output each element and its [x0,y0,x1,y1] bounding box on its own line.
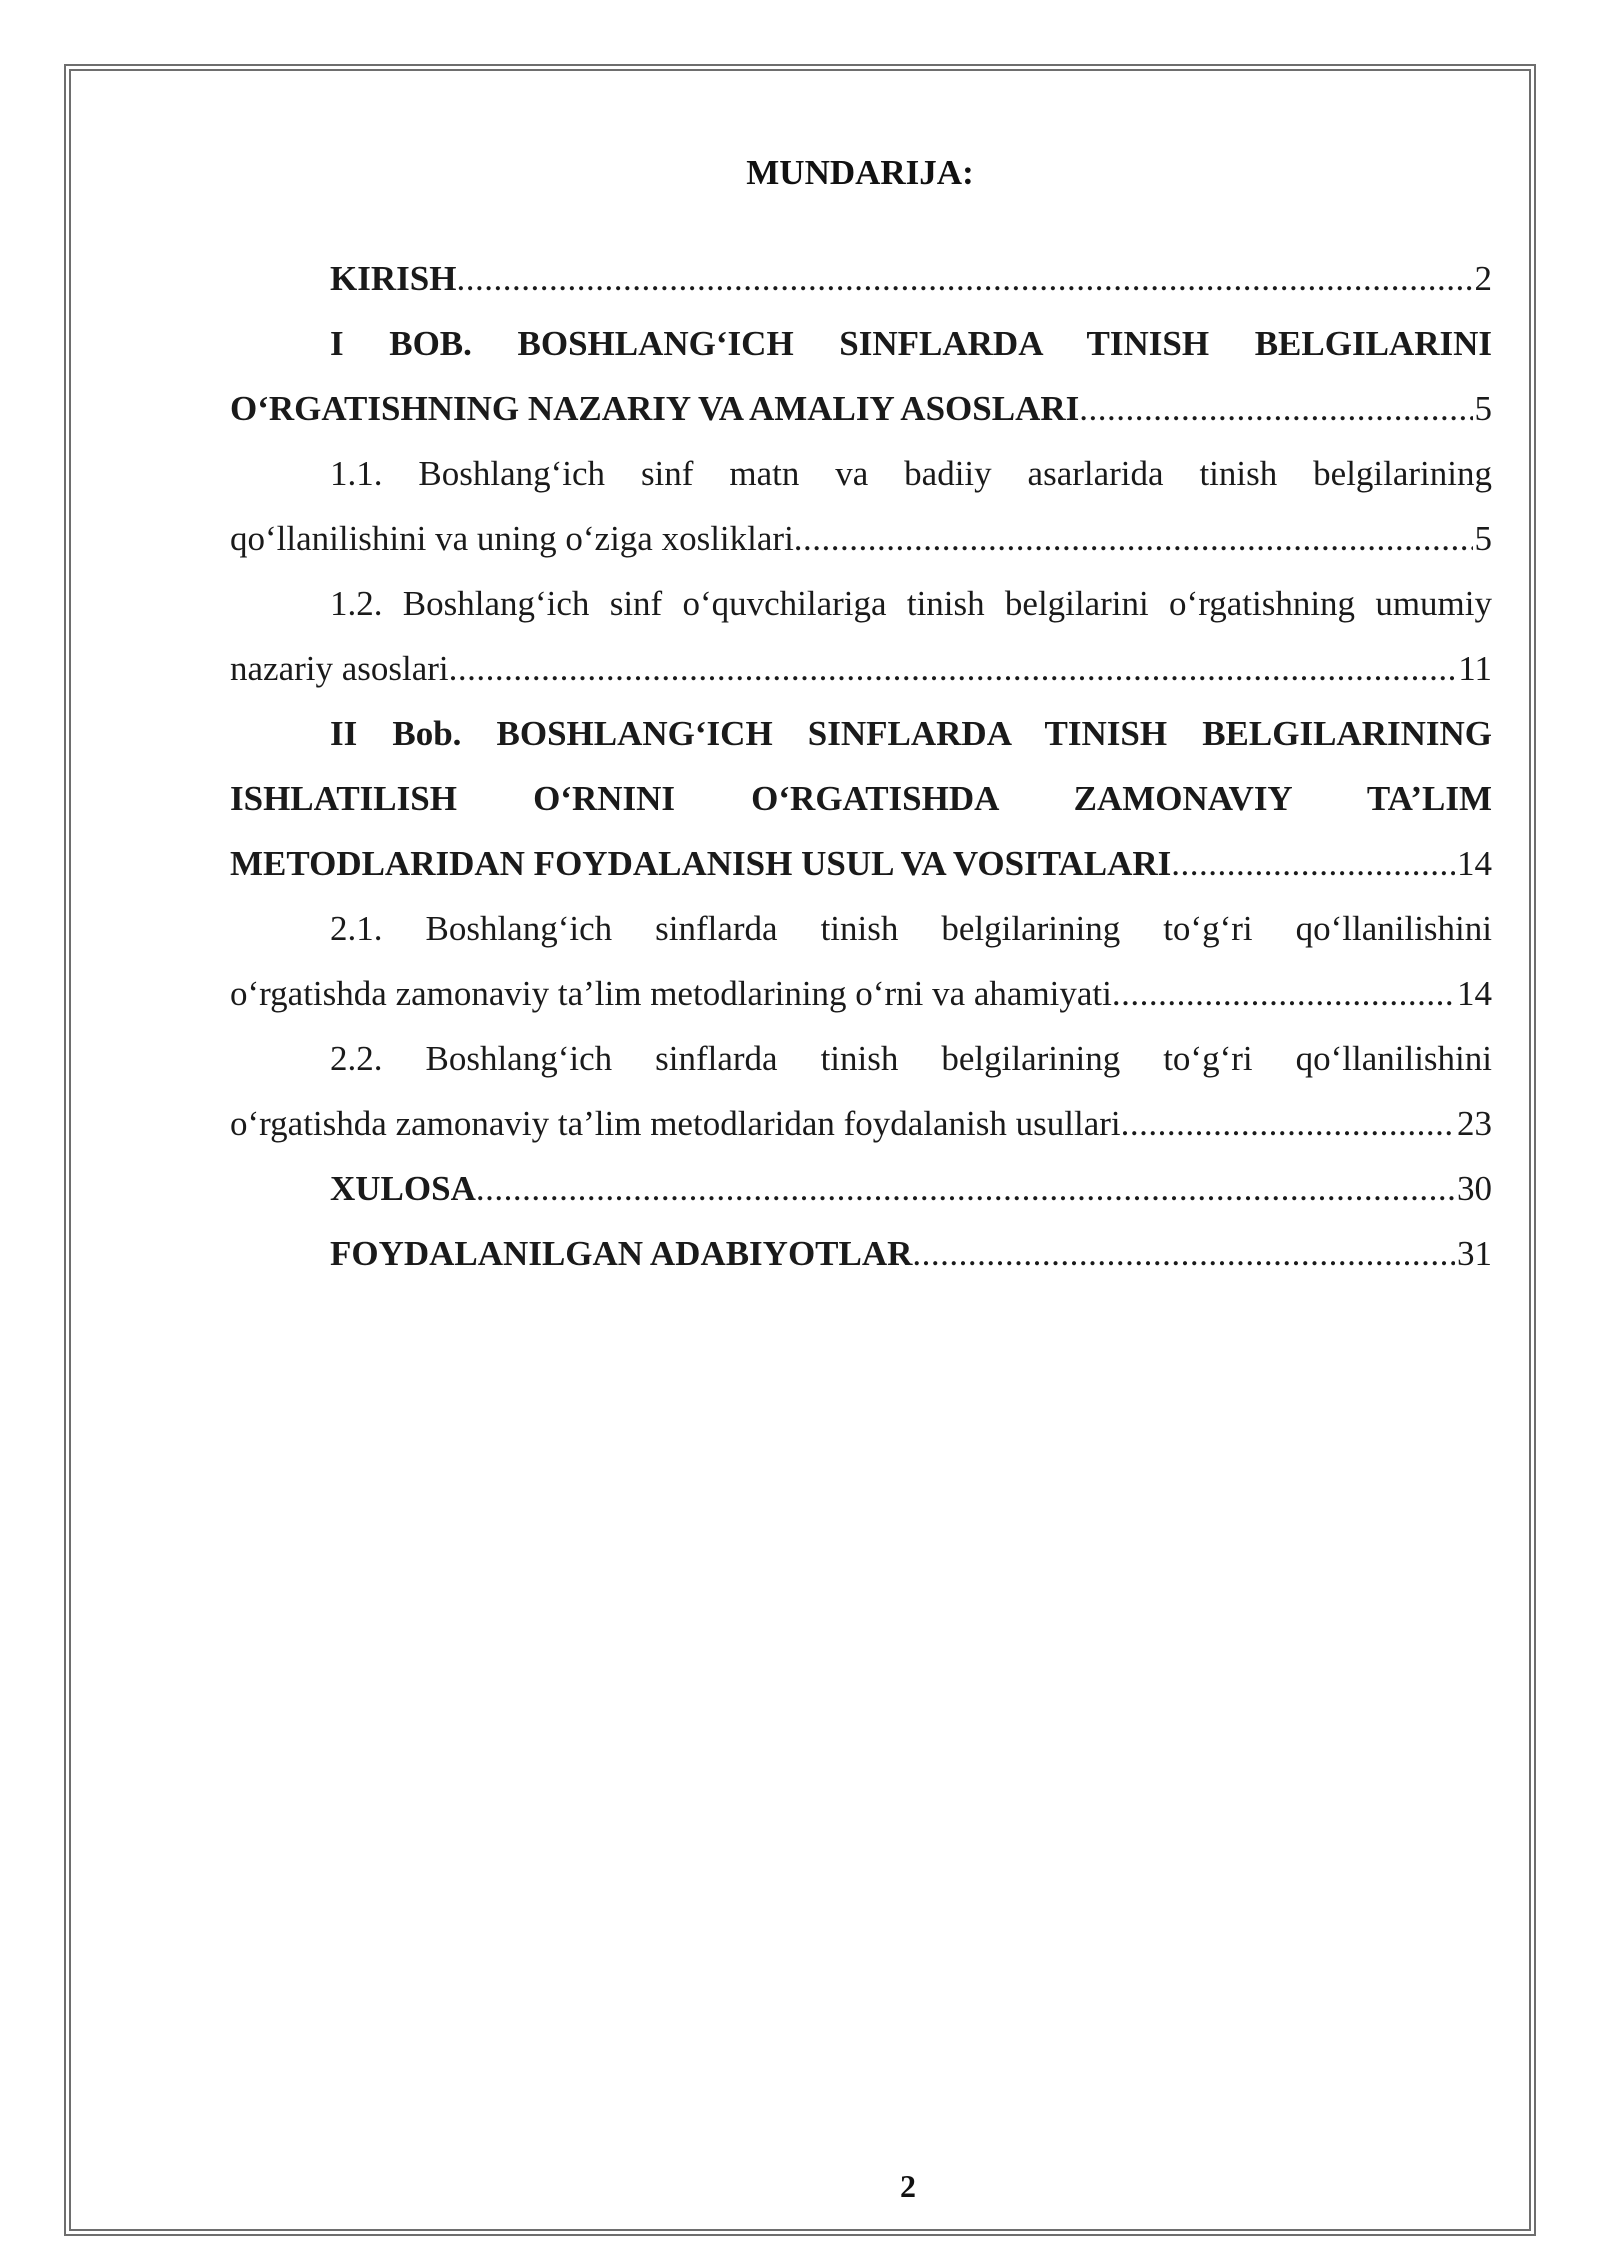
toc-entry-section-2-1[interactable] [230,896,1492,1026]
toc-label: II Bob. BOSHLANG‘ICH SINFLARDA TINISH BELGILARINING [330,714,1492,753]
toc-label-continued: o‘rgatishda zamonaviy ta’lim metodlaridan foydalanish usullari [230,1104,1121,1143]
toc-page-number: 30 [1457,1169,1492,1208]
toc-entry-kirish[interactable] [230,246,1492,311]
toc-page-number: 5 [1474,389,1492,428]
dot-leader [794,506,1473,571]
toc-page-number: 14 [1457,974,1492,1013]
toc-entry-xulosa[interactable] [230,1156,1492,1221]
toc-label-continued: nazariy asoslari [230,649,449,688]
toc-label: 2.2. Boshlang‘ich sinflarda tinish belgilarining to‘g‘ri qo‘llanilishini [330,1039,1492,1078]
table-of-contents [230,246,1492,1286]
page-number: 2 [900,2168,916,2204]
page-title: MUNDARIJA: [746,153,974,192]
toc-entry-section-1-2[interactable] [230,571,1492,701]
toc-label: 1.2. Boshlang‘ich sinf o‘quvchilariga tinish belgilarini o‘rgatishning umumiy [330,584,1492,623]
dot-leader [1079,376,1472,441]
toc-label: KIRISH [330,259,457,298]
toc-entry-section-1-1[interactable] [230,441,1492,571]
toc-label-continued: METODLARIDAN FOYDALANISH USUL VA VOSITALARI [230,844,1172,883]
toc-page-number: 2 [1474,259,1492,298]
toc-label-continued: qo‘llanilishini va uning o‘ziga xosliklari [230,519,794,558]
toc-label: FOYDALANILGAN ADABIYOTLAR [330,1234,913,1273]
dot-leader [1112,961,1455,1026]
toc-entry-chapter-2[interactable] [230,701,1492,896]
toc-page-number: 31 [1457,1234,1492,1273]
toc-entry-adabiyotlar[interactable] [230,1221,1492,1286]
toc-label: XULOSA [330,1169,476,1208]
toc-page-number: 14 [1457,844,1492,883]
dot-leader [449,636,1457,701]
dot-leader [912,1221,1455,1286]
toc-label: I BOB. BOSHLANG‘ICH SINFLARDA TINISH BELGILARINI [330,324,1492,363]
toc-entry-chapter-1[interactable] [230,311,1492,441]
toc-label-continued: ISHLATILISH O‘RNINI O‘RGATISHDA ZAMONAVIY TA’LIM [230,779,1492,818]
toc-label-continued: O‘RGATISHNING NAZARIY VA AMALIY ASOSLARI [230,389,1080,428]
dot-leader [456,246,1472,311]
toc-label: 2.1. Boshlang‘ich sinflarda tinish belgilarining to‘g‘ri qo‘llanilishini [330,909,1492,948]
dot-leader [1121,1091,1455,1156]
toc-label-continued: o‘rgatishda zamonaviy ta’lim metodlarining o‘rni va ahamiyati [230,974,1112,1013]
dot-leader [1171,831,1455,896]
toc-page-number: 5 [1474,519,1492,558]
toc-page-number: 23 [1457,1104,1492,1143]
dot-leader [476,1156,1455,1221]
toc-page-number: 11 [1458,649,1492,688]
toc-label: 1.1. Boshlang‘ich sinf matn va badiiy asarlarida tinish belgilarining [330,454,1492,493]
toc-entry-section-2-2[interactable] [230,1026,1492,1156]
